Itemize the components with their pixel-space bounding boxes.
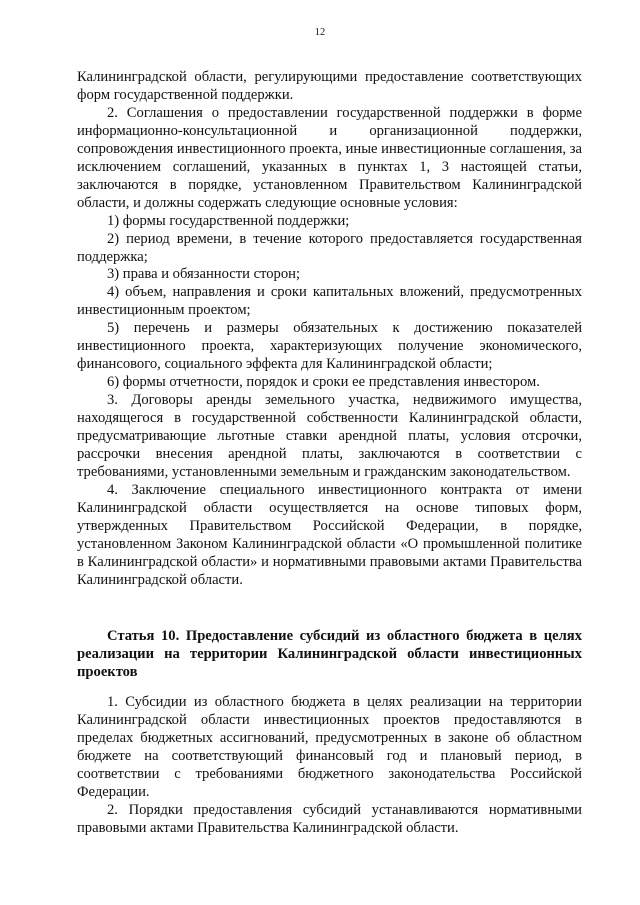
- list-item-2: 2) период времени, в течение которого предоставляется государственная поддержка;: [77, 230, 582, 265]
- paragraph-item-4: 4. Заключение специального инвестиционного контракта от имени Калининградской области осуществляется на основе типовых форм, утвержденных Правительством Российской Федерации, в порядке, установленном Законом Калининградской области «О промышленной политике в Калининградской области» и нормативными правовыми актами Правительства Калининградской области.: [77, 481, 582, 588]
- paragraph-continuation: Калининградской области, регулирующими предоставление соответствующих форм государственной поддержки.: [77, 69, 582, 103]
- article-paragraph-1: 1. Субсидии из областного бюджета в целях реализации на территории Калининградской области инвестиционных проектов предоставляются в пределах бюджетных ассигнований, предусмотренных в законе об областном бюджете на соответствующий финансовый год и плановый период, в соответствии с требованиями бюджетного законодательства Российской Федерации.: [77, 694, 582, 800]
- article-paragraph-2: 2. Порядки предоставления субсидий устанавливаются нормативными правовыми актами Правительства Калининградской области.: [77, 801, 582, 836]
- document-body: [77, 69, 582, 590]
- page-number: 12: [314, 27, 326, 38]
- list-item-3: 3) права и обязанности сторон;: [107, 266, 300, 283]
- list-item-6: 6) формы отчетности, порядок и сроки ее представления инвестором.: [107, 374, 540, 391]
- list-item-1: 1) формы государственной поддержки;: [107, 212, 350, 229]
- list-item-4: 4) объем, направления и сроки капитальных вложений, предусмотренных инвестиционным проектом;: [77, 284, 582, 319]
- paragraph-item-2: 2. Соглашения о предоставлении государственной поддержки в форме информационно-консультационной и организационной поддержки, сопровождения инвестиционного проекта, иные инвестиционные соглашения, за исключением соглашений, указанных в пунктах 1, 3 настоящей статьи, заключаются в порядке, установленном Правительством Калининградской области, и должны содержать следующие основные условия:: [77, 104, 582, 211]
- article-heading: Статья 10. Предоставление субсидий из областного бюджета в целях реализации на территории Калининградской области инвестиционных проектов: [77, 628, 582, 680]
- list-item-5: 5) перечень и размеры обязательных к достижению показателей инвестиционного проекта, характеризующих получение экономического, финансового, социального эффекта для Калининградской области;: [77, 320, 582, 373]
- article-body: [77, 694, 582, 838]
- paragraph-item-3: 3. Договоры аренды земельного участка, недвижимого имущества, находящегося в государственной собственности Калининградской области, предусматривающие льготные ставки арендной платы, условия отсрочки, рассрочки внесения арендной платы, заключаются в соответствии с требованиями, установленными земельным и гражданским законодательством.: [77, 392, 582, 480]
